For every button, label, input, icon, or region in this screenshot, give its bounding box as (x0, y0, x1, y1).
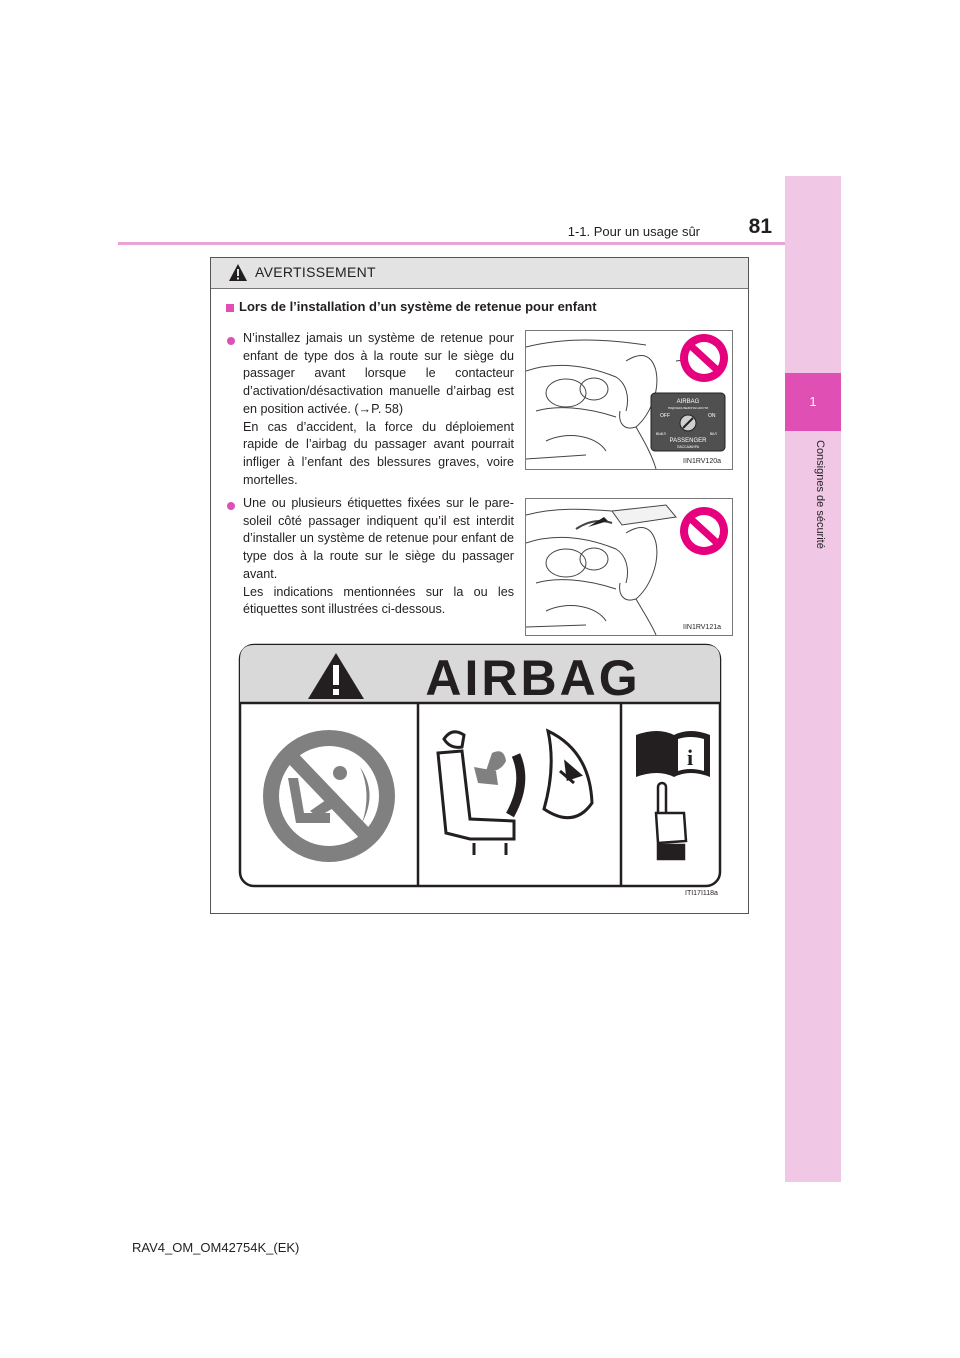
document-code: RAV4_OM_OM42754K_(EK) (132, 1240, 300, 1255)
switch-panel-airbag-ru-text: ПОДУШКА БЕЗОПАСНОСТИ (667, 406, 709, 410)
warning-triangle-icon (228, 263, 248, 283)
paragraph: En cas d’accident, la force du déploiement rapide de l’airbag du passager avant pourrait infliger à l’enfant des blessures graves, voire mortelles. (243, 419, 514, 487)
paragraph: Une ou plusieurs étiquettes fixées sur le pare-soleil côté passager indiquent qu’il est interdit d’installer un système de retenue pour enfant de type dos à la route sur le siège du passager avant. (243, 496, 514, 581)
dashboard-illustration (526, 331, 732, 469)
page-number: 81 (748, 215, 772, 238)
switch-panel-on-text: ON (708, 413, 716, 419)
switch-panel-on-ru-text: ВКЛ (710, 432, 717, 436)
switch-panel-passenger-ru-text: ПАССАЖИРА (676, 445, 700, 449)
chapter-label: Consignes de sécurité (814, 440, 826, 549)
paragraph: Les indications mentionnées sur la ou les étiquettes sont illustrées ci-dessous. (243, 584, 514, 617)
sunvisor-illustration (526, 499, 732, 635)
bullet-dot-icon (227, 337, 235, 345)
chapter-number: 1 (809, 394, 817, 409)
figure-code: ITI17I118a (685, 890, 718, 897)
svg-text:i: i (686, 745, 694, 770)
section-title: 1-1. Pour un usage sûr (567, 224, 700, 239)
chapter-tab-strip (785, 176, 841, 1182)
warning-header (211, 258, 748, 289)
owners-manual-icon (636, 731, 710, 777)
no-rear-facing-seat-icon (263, 730, 395, 862)
warning-box (210, 257, 749, 914)
switch-panel-passenger-text: PASSENGER (669, 438, 707, 444)
figure-code: IIN1RV120a (683, 458, 722, 465)
figure-code: IIN1RV121a (683, 624, 722, 631)
switch-panel-off-text: OFF (660, 413, 670, 419)
warning-item-2-text (243, 495, 514, 619)
header-rule (118, 242, 785, 245)
warning-title: AVERTISSEMENT (255, 264, 376, 280)
airbag-warning-label (238, 643, 722, 890)
figure-airbag-switch (525, 330, 733, 470)
warning-subheading: Lors de l’installation d’un système de retenue pour enfant (239, 299, 597, 314)
bullet-dot-icon (227, 502, 235, 510)
airbag-word: AIRBAG (425, 650, 641, 706)
switch-panel-airbag-text: AIRBAG (676, 399, 700, 405)
paragraph: N’installez jamais un système de retenue pour enfant de type dos à la route sur le siège du passager avant lorsque le contacteur d’activation/désactivation manuelle d’airbag est en position activée. (→P. 58) (243, 331, 514, 416)
switch-panel-off-ru-text: ВЫКЛ (656, 432, 666, 436)
figure-sunvisor (525, 498, 733, 636)
square-bullet-icon (226, 304, 234, 312)
warning-item-1-text (243, 330, 514, 489)
airbag-label-illustration (238, 643, 722, 890)
